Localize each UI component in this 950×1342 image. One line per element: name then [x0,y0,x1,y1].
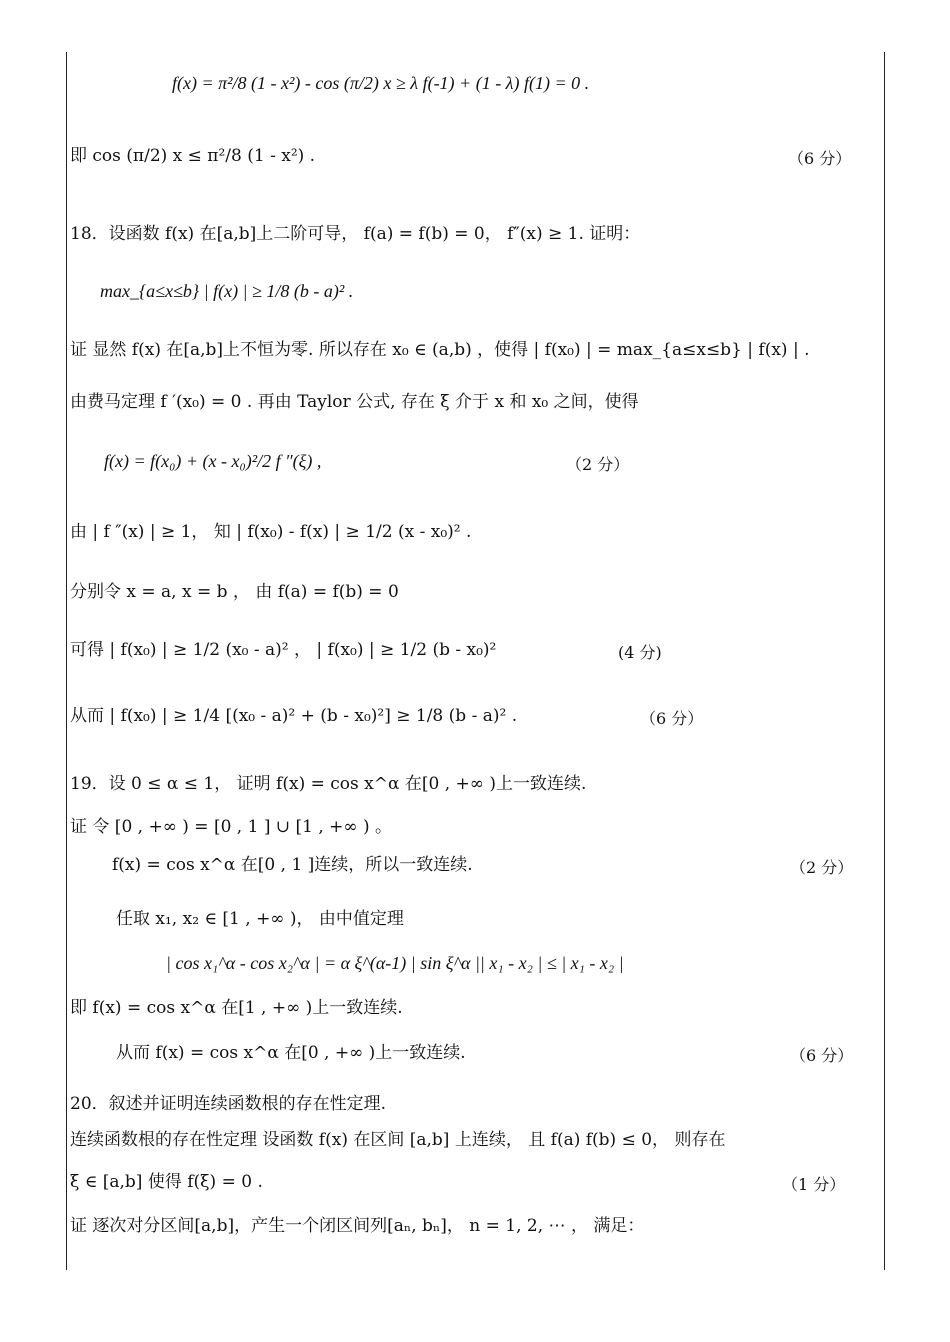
score-label: （2 分） [566,455,630,474]
score-label: （6 分） [790,1046,854,1065]
proof-line: 从而 | f(x₀) | ≥ 1/4 [(x₀ - a)² + (b - x₀)²] ≥ 1/8 (b - a)² . [70,706,518,726]
score-label: (4 分) [618,643,662,662]
score-label: （6 分） [640,709,704,728]
proof-line: 从而 f(x) = cos x^α 在[0 , +∞ )上一致连续. [116,1043,466,1063]
score-label: （1 分） [782,1175,846,1194]
formula-line: | cos x₁^α - cos x₂^α | = α ξ^(α-1) | sin ξ^α || x₁ - x₂ | ≤ | x₁ - x₂ | [166,953,624,973]
proof-line: 证 逐次对分区间[a,b]，产生一个闭区间列[aₙ, bₙ]， n = 1, 2, ⋯ ， 满足： [70,1216,645,1236]
formula-line: max_{a≤x≤b} | f(x) | ≥ 1/8 (b - a)² . [100,281,354,301]
proof-line: 分别令 x = a, x = b ， 由 f(a) = f(b) = 0 [70,582,399,602]
problem-18-statement: 18．设函数 f(x) 在[a,b]上二阶可导， f(a) = f(b) = 0， f″(x) ≥ 1. 证明： [70,224,641,244]
proof-line: f(x) = cos x^α 在[0 , 1 ]连续，所以一致连续. [112,855,473,875]
problem-19-statement: 19．设 0 ≤ α ≤ 1， 证明 f(x) = cos x^α 在[0 , +∞ )上一致连续. [70,774,587,794]
theorem-statement: 连续函数根的存在性定理 设函数 f(x) 在区间 [a,b] 上连续， 且 f(a) f(b) ≤ 0， 则存在 [70,1130,726,1150]
proof-line: 由费马定理 f ′(x₀) = 0 . 再由 Taylor 公式, 存在 ξ 介于 x 和 x₀ 之间，使得 [70,392,639,412]
score-label: （2 分） [790,858,854,877]
proof-line: 证 显然 f(x) 在[a,b]上不恒为零. 所以存在 x₀ ∈ (a,b) ，使得 | f(x₀) | = max_{a≤x≤b} | f(x) | . [70,340,810,360]
proof-line: 可得 | f(x₀) | ≥ 1/2 (x₀ - a)² ， | f(x₀) | ≥ 1/2 (b - x₀)² [70,640,497,660]
proof-line: 由 | f ″(x) | ≥ 1， 知 | f(x₀) - f(x) | ≥ 1/2 (x - x₀)² . [70,522,472,542]
formula-line: f(x) = f(x₀) + (x - x₀)²/2 f ″(ξ) , [104,451,322,471]
proof-line: 证 令 [0 , +∞ ) = [0 , 1 ] ∪ [1 , +∞ ) 。 [70,817,393,837]
problem-20-statement: 20．叙述并证明连续函数根的存在性定理. [70,1094,387,1114]
theorem-statement: ξ ∈ [a,b] 使得 f(ξ) = 0 . [70,1172,263,1192]
left-border-line [66,52,67,1270]
formula-line: 即 cos (π/2) x ≤ π²/8 (1 - x²) . [70,146,316,166]
right-border-line [884,52,885,1270]
proof-line: 即 f(x) = cos x^α 在[1 , +∞ )上一致连续. [70,998,403,1018]
formula-line: f(x) = π²/8 (1 - x²) - cos (π/2) x ≥ λ f(-1) + (1 - λ) f(1) = 0 . [172,73,590,93]
proof-line: 任取 x₁, x₂ ∈ [1 , +∞ )， 由中值定理 [116,909,404,929]
score-label: （6 分） [788,149,852,168]
